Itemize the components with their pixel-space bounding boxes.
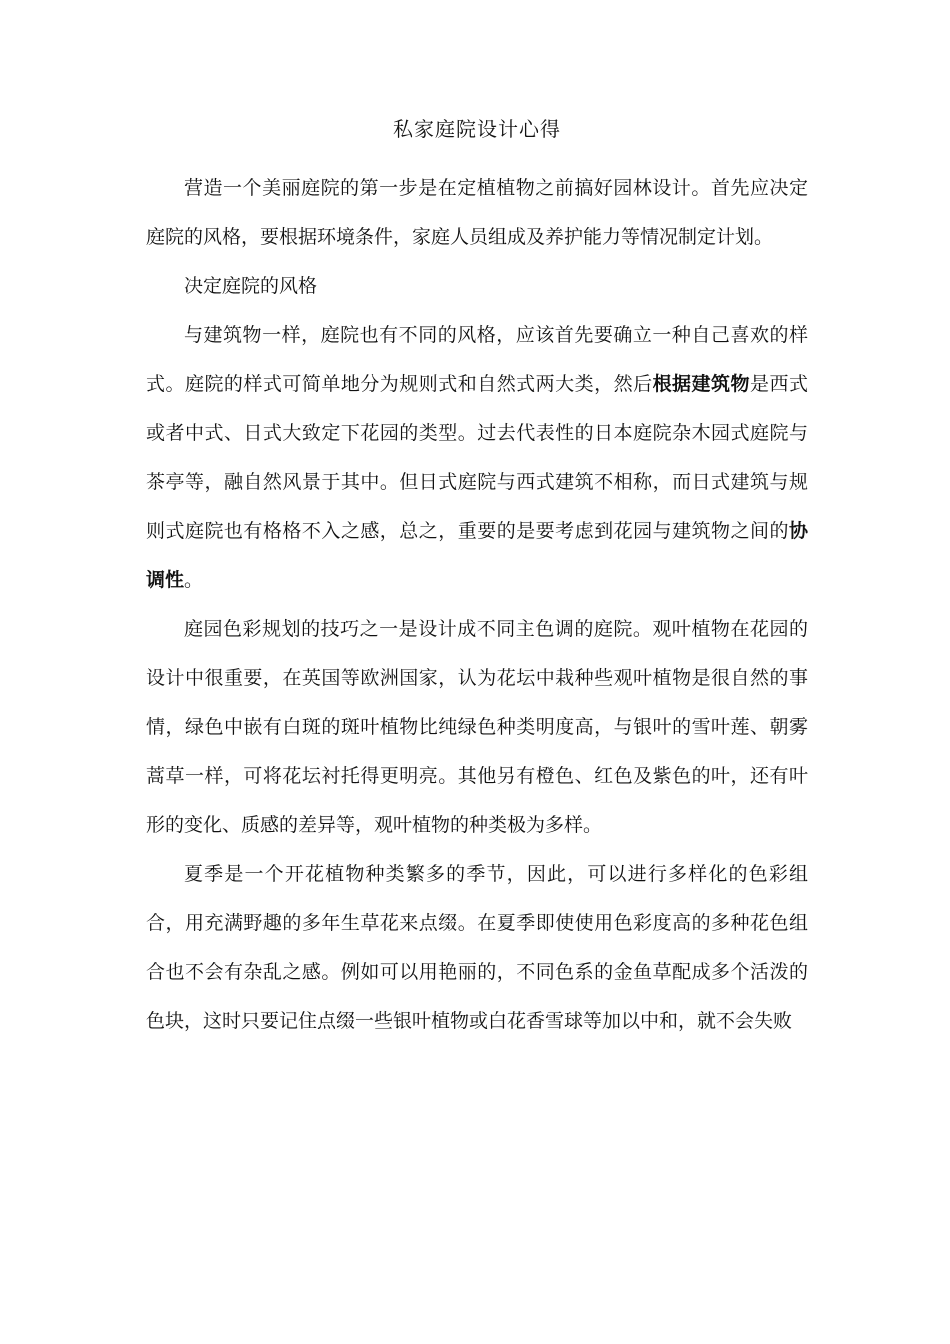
style-paragraph-text-3: 。 [184,569,204,591]
section-heading: 决定庭院的风格 [184,275,318,297]
style-paragraph [146,311,808,605]
bold-phrase-building: 根据建筑物 [652,373,750,395]
bold-phrase-harmony: 协调性 [146,520,808,591]
intro-paragraph: 营造一个美丽庭院的第一步是在定植植物之前搞好园林设计。首先应决定庭院的风格，要根据环境条件，家庭人员组成及养护能力等情况制定计划。 [146,177,808,248]
summer-paragraph: 夏季是一个开花植物种类繁多的季节，因此，可以进行多样化的色彩组合，用充满野趣的多年生草花来点缀。在夏季即使使用色彩度高的多种花色组合也不会有杂乱之感。例如可以用艳丽的，不同色系的金鱼草配成多个活泼的色块，这时只要记住点缀一些银叶植物或白花香雪球等加以中和，就不会失败 [146,863,808,1032]
document-body [146,112,808,1046]
style-paragraph-text-2: 是西式或者中式、日式大致定下花园的类型。过去代表性的日本庭院杂木园式庭院与茶亭等，融自然风景于其中。但日式庭院与西式建筑不相称，而日式建筑与规则式庭院也有格格不入之感，总之，重要的是要考虑到花园与建筑物之间的 [146,373,808,542]
color-paragraph: 庭园色彩规划的技巧之一是设计成不同主色调的庭院。观叶植物在花园的设计中很重要，在英国等欧洲国家，认为花坛中栽种些观叶植物是很自然的事情，绿色中嵌有白斑的斑叶植物比纯绿色种类明度高，与银叶的雪叶莲、朝雾蒿草一样，可将花坛衬托得更明亮。其他另有橙色、红色及紫色的叶，还有叶形的变化、质感的差异等，观叶植物的种类极为多样。 [146,618,808,836]
style-paragraph-text-1: 与建筑物一样，庭院也有不同的风格，应该首先要确立一种自己喜欢的样式。庭院的样式可简单地分为规则式和自然式两大类，然后 [146,324,808,395]
document-title: 私家庭院设计心得 [393,117,561,141]
